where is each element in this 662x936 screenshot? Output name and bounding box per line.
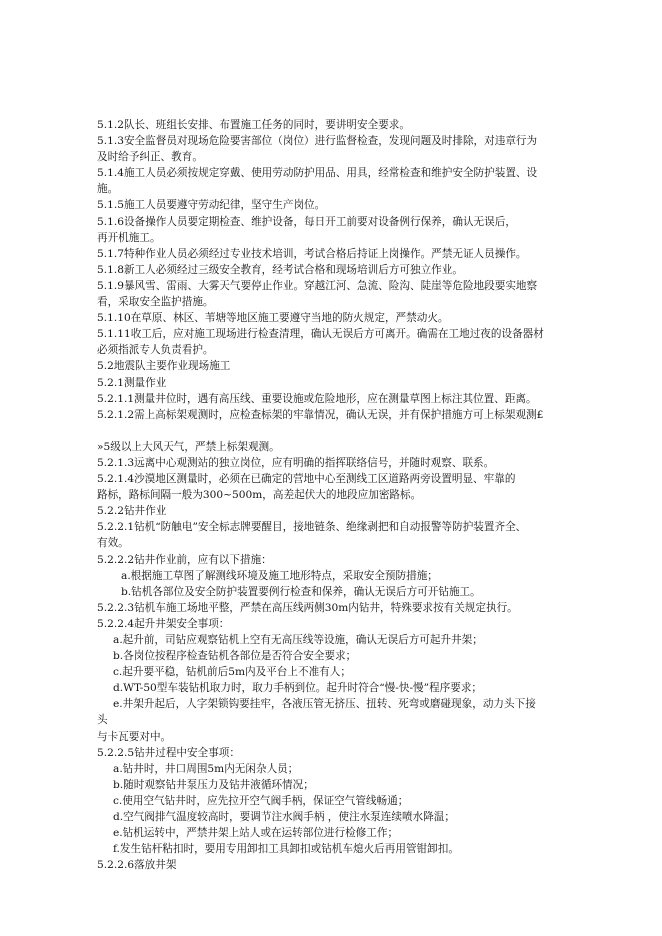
text-line: b.钻机各部位及安全防护装置要例行检查和保养，确认无误后方可开钻施工。 [121,585,481,598]
text-line: 5.1.2队长、班组长安排、布置施工任务的同时，要讲明安全要求。 [97,119,410,131]
text-line: 施。 [97,183,119,196]
blank-line [97,423,577,439]
text-line: 5.1.10在草原、林区、苇塘等地区施工要遵守当地的防火规定，严禁动火。 [97,312,449,325]
text-line: 5.1.8新工人必须经过三级安全教育，经考试合格和现场培训后方可独立作业。 [97,263,463,276]
text-line: 5.2.1.1测量井位时，遇有高压线、重要设施或危险地形，应在测量草图上标注其位置、距离。 [97,392,537,405]
text-line: 5.1.5施工人员要遵守劳动纪律，坚守生产岗位。 [97,199,326,212]
text-line: e.钻机运转中，严禁井架上站人或在运转部位进行检修工作； [113,827,399,840]
text-line: 5.2.2.2钻井作业前，应有以下措施： [97,553,272,566]
text-line: 5.2.1测量作业 [97,376,167,389]
text-line: 5.1.6设备操作人员要定期检查、维护设备，每日开工前要对设备例行保养，确认无误后， [97,215,516,228]
text-line: d.WT-50型车装钻机取力时，取力手柄到位。起升时符合“慢-快-慢”程序要求； [113,682,483,695]
text-line: b.随时观察钻井泵压力及钻井液循环情况； [113,778,314,791]
text-line: 5.1.4施工人员必须按规定穿戴、使用劳动防护用品、用具，经常检查和维护安全防护装置、设 [97,167,538,180]
text-line: a.根据施工草图了解测线环境及施工地形特点，采取安全预防措施； [121,569,438,582]
text-line: e.井架升起后，人字架锁钩要挂牢，各液压管无挤压、扭转、死弯或磨碰现象，动力头下接 [113,698,536,711]
text-line: 5.2.2钻井作业 [97,505,167,518]
text-line: 5.2.2.1钻机“防触电”安全标志牌要醒目，接地链条、绝缘剥把和自动报警等防护装置齐全、 [97,521,527,534]
text-line: 及时给予纠正、教育。 [97,151,203,164]
text-line: a.钻井时，井口周围5m内无闲杂人员； [113,762,299,775]
text-line: 5.1.3安全监督员对现场危险要害部位（岗位）进行监督检查，发现问题及时排除，对违章行为 [97,135,538,148]
text-line: 5.1.9暴风雪、雷雨、大雾天气要停止作业。穿越江河、急流、险沟、陡崖等危险地段要实地察 [97,279,538,292]
text-line: f.发生钻杆粘扣时，要用专用卸扣工具卸扣或钻机车熄火后再用管钳卸扣。 [113,843,459,856]
text-line: 5.2.2.3钻机车施工场地平整，严禁在高压线两侧30m内钻井，特殊要求按有关规定执行。 [97,601,518,614]
text-line: 路标，路标间隔一般为300~500m，高差起伏大的地段应加密路标。 [97,489,422,502]
text-line: 再开机施工。 [97,231,161,244]
text-line: 有效。 [97,537,129,550]
text-line: 5.2地震队主要作业现场施工 [97,360,231,373]
text-line: 看，采取安全监护措施。 [97,296,214,309]
text-line: 5.2.1.2需上高标架观测时，应检查标架的牢靠情况，确认无误，并有保护措施方可上标架观测£ [97,408,544,421]
text-line: 5.2.2.6落放井架 [97,859,177,872]
text-line: 必须指派专人负责看护。 [97,344,214,357]
document-body [97,117,577,873]
text-line: c.使用空气钻井时，应先拉开空气阀手柄，保证空气管线畅通； [113,794,409,807]
text-line: 5.2.1.4沙漠地区测量时，必须在已确定的营地中心至测线工区道路两旁设置明显、牢靠的 [97,473,516,486]
text-line: 与卡瓦要对中。 [97,730,172,743]
text-line: 5.2.2.5钻井过程中安全事项： [97,746,240,759]
text-line: 5.2.2.4起升井架安全事项： [97,617,230,630]
text-line: b.各岗位按程序检查钻机各部位是否符合安全要求； [113,650,357,663]
text-line: »5级以上大风天气，严禁上标架观测。 [97,440,280,453]
text-line: c.起升要平稳，钻机前后5m内及平台上不准有人； [113,666,351,679]
text-line: 头 [97,714,108,727]
text-line: 5.1.11收工后，应对施工现场进行检查清理，确认无误后方可离开。确需在工地过夜的设备器材 [97,328,544,341]
text-line: 5.1.7特种作业人员必须经过专业技术培训，考试合格后持证上岗操作。严禁无证人员操作。 [97,247,527,260]
text-line: 5.2.1.3远离中心观测站的独立岗位，应有明确的指挥联络信号，并随时观察、联系。 [97,456,495,469]
text-line: d.空气阀排气温度较高时，要调节注水阀手柄 ，使注水泵连续喷水降温； [113,811,455,824]
text-line: a.起升前，司钻应观察钻机上空有无高压线等设施，确认无误后方可起升井架； [113,634,483,646]
